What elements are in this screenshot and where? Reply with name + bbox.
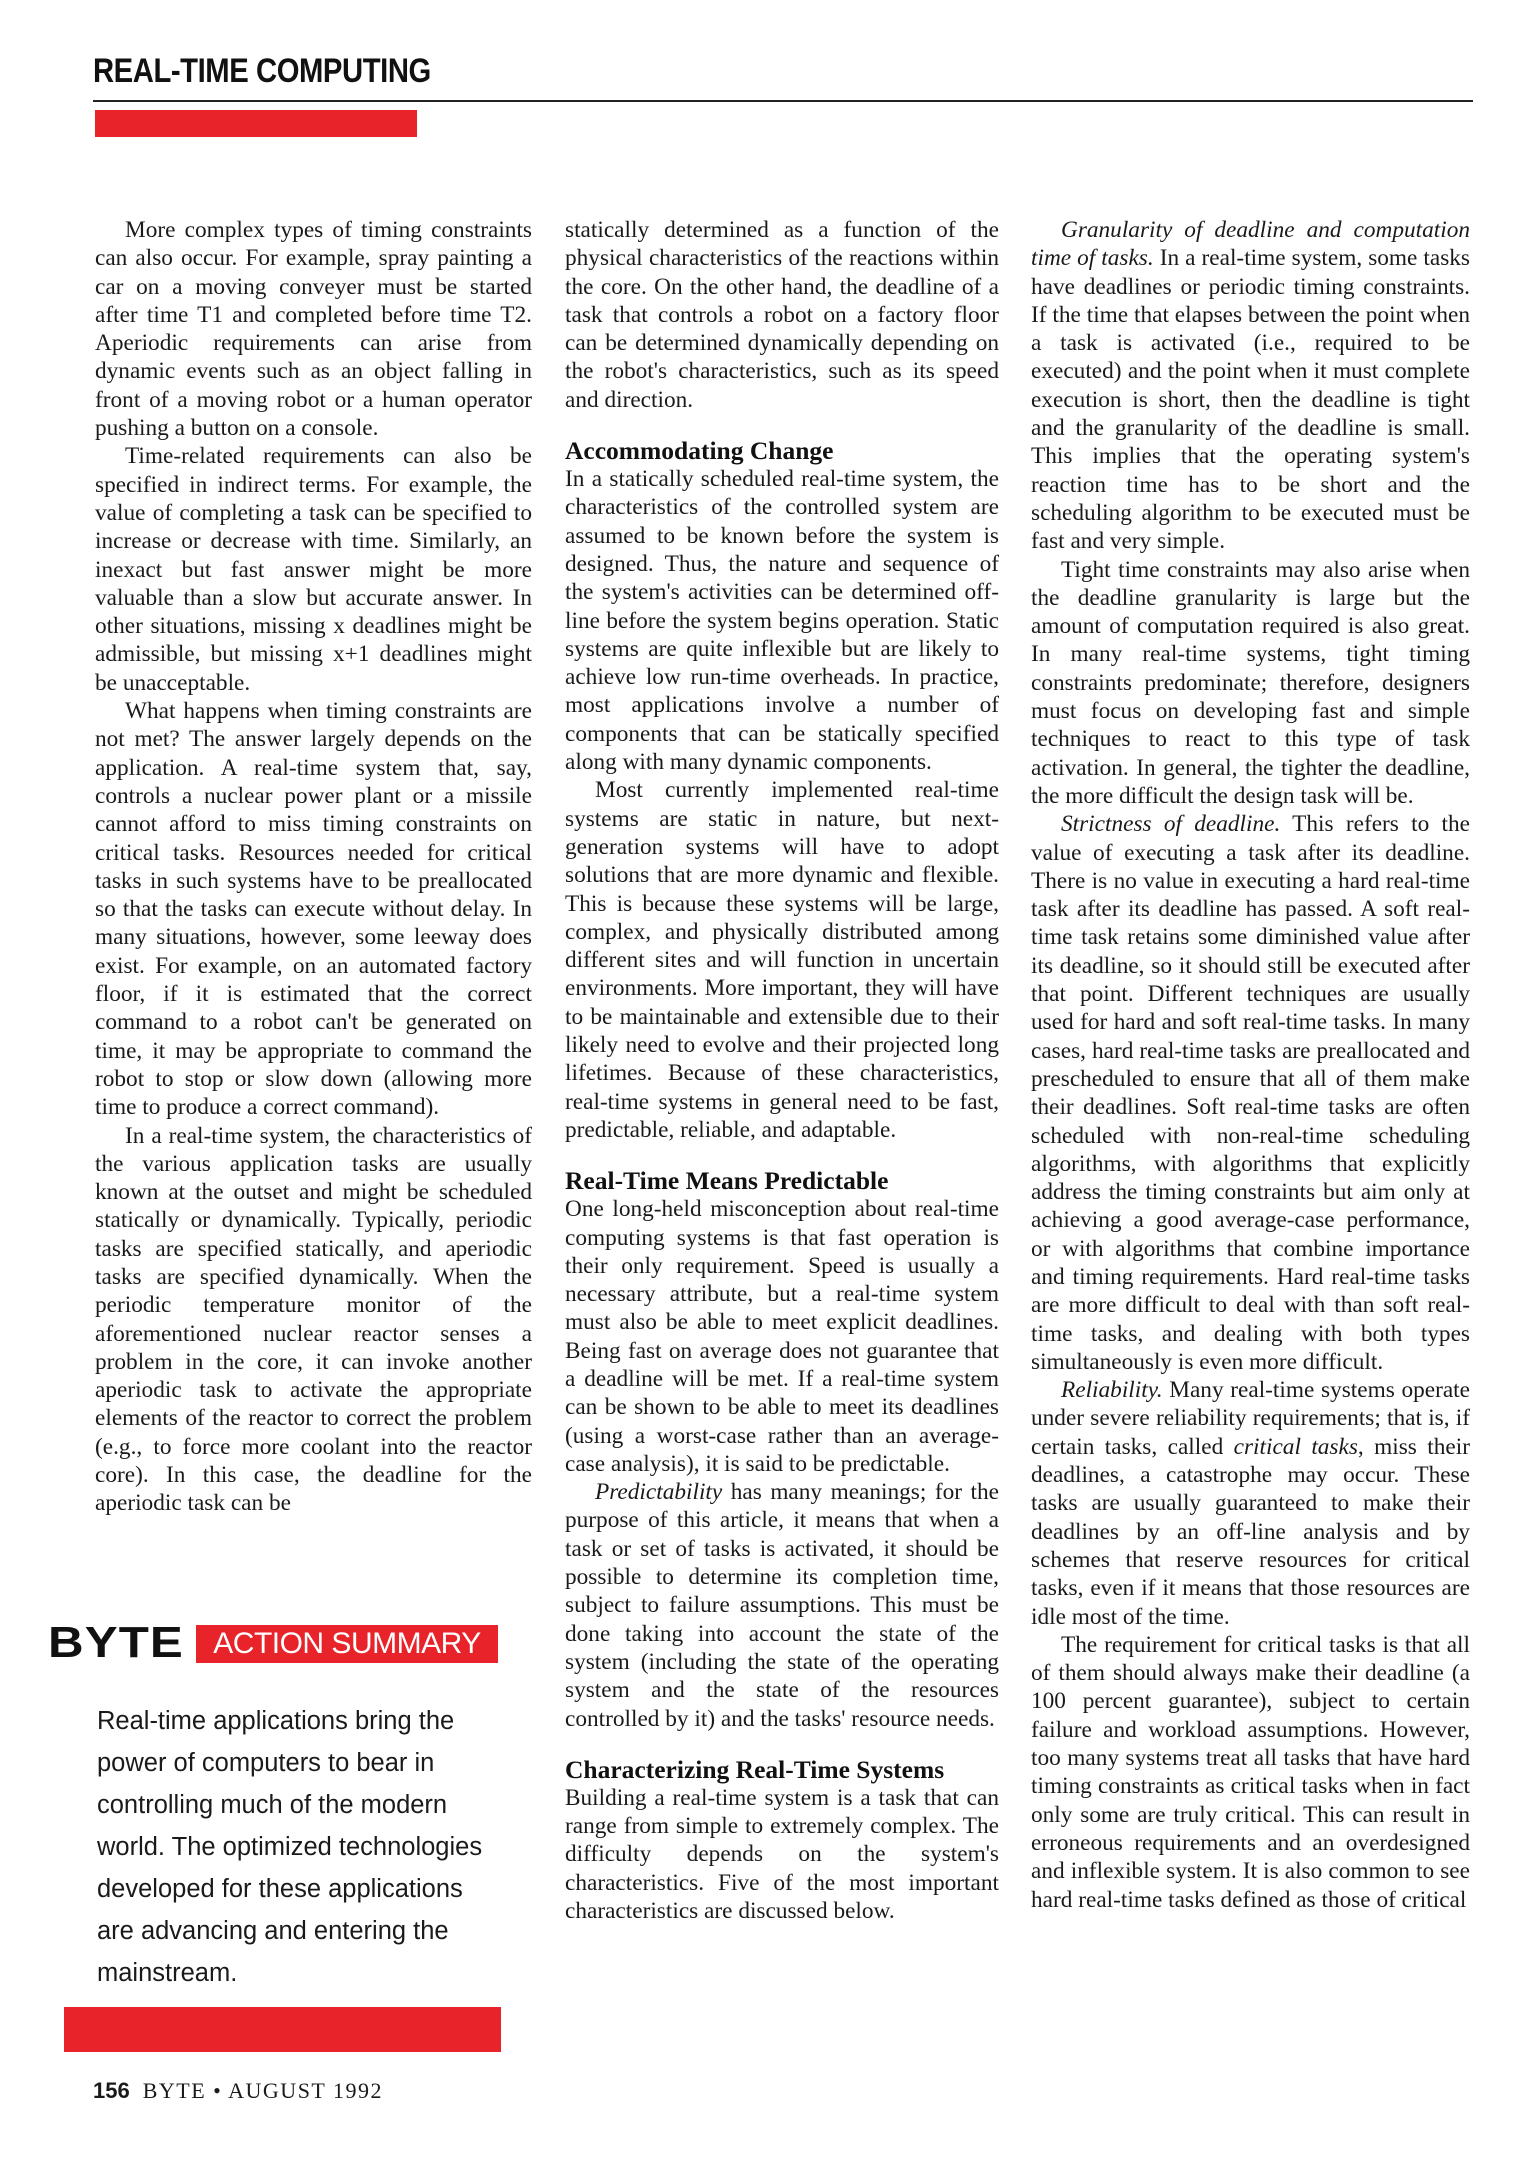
page-number: 156 [93,2078,130,2103]
red-accent-bar-bottom [64,2007,501,2052]
title-rule [93,100,1473,102]
article-column-1 [95,216,532,1518]
term-predictability: Predictability [595,1479,723,1506]
byte-logo: BYTE [48,1618,184,1667]
paragraph [1031,216,1470,556]
paragraph-text: Many real-time systems operate under severe reliability requirements; that is, if certain tasks, called [1031,1377,1470,1460]
subheading-characterizing: Characterizing Real-Time Systems [565,1754,945,1784]
red-accent-bar-top [95,110,417,137]
action-summary-label: ACTION SUMMARY [196,1625,498,1663]
paragraph [1031,810,1470,1376]
paragraph: What happens when timing constraints are not met? The answer largely depends on the application. A real-time system that, say, controls a nuclear power plant or a missile cannot afford to miss timing constraints on critical tasks. Resources needed for critical tasks in such systems have to be preallocated so that the tasks can execute without delay. In many situations, however, some leeway does exist. For example, on an automated factory floor, if it is estimated that the correct command to a robot can't be generated on time, it may be appropriate to command the robot to stop or slow down (allowing more time to produce a correct command). [95,698,532,1121]
paragraph-text: In a real-time system, some tasks have deadlines or periodic timing constraints. If the time that elapses between the point when a task is activated (i.e., required to be executed) and the point when it must complete execution is short, then the deadline is tight and the granularity of the deadline is small. This implies that the operating system's reaction time has to be short and the scheduling algorithm to be executed must be fast and very simple. [1031,245,1470,555]
paragraph: Tight time constraints may also arise when the deadline granularity is large but the amount of computation required is also great. In many real-time systems, tight timing constraints predominate; therefore, designers must focus on developing fast and simple techniques to react to this type of task activation. In general, the tighter the deadline, the more difficult the design task will be. [1031,556,1470,809]
paragraph: statically determined as a function of the physical characteristics of the reactions within the core. On the other hand, the deadline of a task that controls a robot on a factory floor can be determined dynamically depending on the robot's characteristics, such as its speed and direction. [565,217,999,413]
paragraph: In a real-time system, the characteristics of the various application tasks are usually known at the outset and might be scheduled statically or dynamically. Typically, periodic tasks are specified statically, and aperiodic tasks are specified dynamically. When the periodic temperature monitor of the aforementioned nuclear reactor senses a problem in the core, it can invoke another aperiodic task to activate the appropriate elements of the reactor to correct the problem (e.g., to force more coolant into the reactor core). In this case, the deadline for the aperiodic task can be [95,1122,532,1517]
publication-info: BYTE • AUGUST 1992 [142,2078,383,2103]
paragraph-text: has many meanings; for the purpose of this article, it means that when a task or set of tasks is activated, it should be possible to determine its completion time, subject to failure assumptions. This must be done taking into account the state of the system (including the state of the operating system and the state of the resources controlled by it) and the tasks' resource needs. [565,1479,999,1732]
section-title: REAL-TIME COMPUTING [93,52,431,90]
paragraph-text: This refers to the value of executing a task after its deadline. There is no value in executing a hard real-time task after its deadline has passed. A soft real-time task retains some diminished value after its deadline, so it should still be executed after that point. Different techniques are usually used for hard and soft real-time tasks. In many cases, hard real-time tasks are preallocated and prescheduled to ensure that all of them make their deadlines. Soft real-time tasks are often scheduled with non-real-time scheduling algorithms, with algorithms that explicitly address the timing constraints but aim only at achieving a good average-case performance, or with algorithms that combine importance and timing requirements. Hard real-time tasks are more difficult to deal with than soft real-time tasks, and dealing with both types simultaneously is even more difficult. [1031,811,1470,1375]
term-granularity: Granularity of deadline and computation time of tasks. [1031,217,1470,272]
term-strictness: Strictness of deadline. [1061,811,1281,838]
paragraph: Building a real-time system is a task that can range from simple to extremely complex. The difficulty depends on the system's characteristics. Five of the most important characteristics are discussed below. [565,1784,999,1925]
subheading-real-time-predictable: Real-Time Means Predictable [565,1166,889,1196]
paragraph [1031,1376,1470,1631]
article-column-2 [565,216,999,1925]
paragraph: Time-related requirements can also be specified in indirect terms. For example, the value of completing a task can be specified to increase or decrease with time. Similarly, an inexact but fast answer might be more valuable than a slow but accurate answer. In other situations, missing x deadlines might be admissible, but missing x+1 deadlines might be unacceptable. [95,443,532,696]
term-reliability: Reliability. [1061,1377,1163,1404]
paragraph: The requirement for critical tasks is that all of them should always make their deadline (a 100 percent guarantee), subject to certain failure and workload assumptions. However, too many systems treat all tasks that have hard timing constraints as critical tasks when in fact only some are truly critical. This can result in erroneous requirements and an overdesigned and inflexible system. It is also common to see hard real-time tasks defined as those of critical [1031,1631,1470,1913]
page-footer [93,2078,383,2104]
paragraph: In a statically scheduled real-time system, the characteristics of the controlled system are assumed to be known before the system is designed. Thus, the nature and sequence of the system's activities can be determined off-line before the system begins operation. Static systems are quite inflexible but are likely to achieve low run-time overheads. In practice, most applications involve a number of components that can be statically specified along with many dynamic components. [565,466,999,776]
paragraph: One long-held misconception about real-time computing systems is that fast operation is their only requirement. Speed is usually a necessary attribute, but a real-time system must also be able to meet explicit deadlines. Being fast on average does not guarantee that a deadline will be met. If a real-time system can be shown to be able to meet its deadlines (using a worst-case rather than an average-case analysis), it is said to be predictable. [565,1196,999,1477]
paragraph: Most currently implemented real-time systems are static in nature, but next-generation systems will have to adopt solutions that are more dynamic and flexible. This is because these systems will be large, complex, and physically distributed among different sites and will function in uncertain environments. More important, they will have to be maintainable and extensible due to their likely need to evolve and their projected long lifetimes. Because of these characteristics, real-time systems in general need to be fast, predictable, reliable, and adaptable. [565,777,999,1143]
paragraph-text: , miss their deadlines, a catastrophe may occur. These tasks are usually guaranteed to make their deadlines by an off-line analysis and by schemes that reserve resources for critical tasks, even if it means that those resources are idle most of the time. [1031,1433,1470,1630]
paragraph [565,1478,999,1733]
action-summary-header [48,1618,501,1667]
action-summary-text: Real-time applications bring the power of computers to bear in controlling much of the modern world. The optimized technologies developed for these applications are advancing and entering the mainstream. [97,1707,483,1987]
subheading-accommodating-change: Accommodating Change [565,436,834,466]
paragraph: More complex types of timing constraints can also occur. For example, spray painting a car on a moving conveyer must be started after time T1 and completed before time T2. Aperiodic requirements can arise from dynamic events such as an object falling in front of a moving robot or a human operator pushing a button on a console. [95,217,532,442]
article-column-3 [1031,216,1470,1914]
term-critical-tasks: critical tasks [1233,1433,1358,1460]
